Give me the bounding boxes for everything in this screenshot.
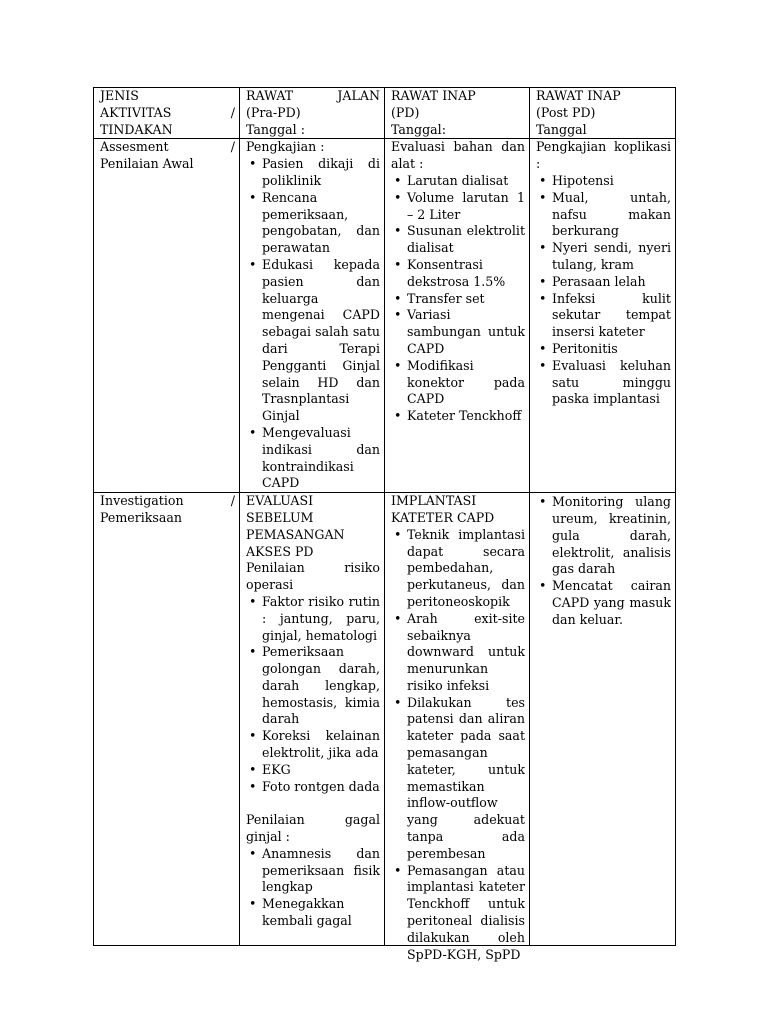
header-inpatient-pd-line1: RAWAT INAP <box>391 88 476 103</box>
header-cell-outpatient <box>240 88 385 139</box>
assessment-label-line2: Penilaian Awal <box>100 156 194 172</box>
header-inpatient-pd-line2: (PD) <box>391 104 420 120</box>
assessment-outpatient-cell <box>240 139 385 493</box>
header-activity-line1: JENIS <box>100 88 139 103</box>
list-item: • Faktor risiko rutin : jantung, paru, ginjal, hematologi <box>262 594 380 644</box>
list-item: • Perasaan lelah <box>552 274 671 291</box>
assessment-label-word: Assesment <box>100 139 169 155</box>
header-activity-word: AKTIVITAS <box>100 104 172 120</box>
investigation-outpatient-content <box>246 493 380 945</box>
header-row <box>94 88 676 139</box>
assessment-post-pd-intro: Pengkajian koplikasi : <box>536 139 671 172</box>
surgical-risk-list <box>246 594 380 796</box>
assessment-label-cell <box>94 139 240 493</box>
list-item: • Evaluasi keluhan satu minggu paska implantasi <box>552 358 671 408</box>
investigation-inpatient-pd-content <box>391 493 525 962</box>
header-activity-line3: TINDAKAN <box>100 121 173 137</box>
header-outpatient-word1: RAWAT <box>246 88 294 103</box>
list-item: • Monitoring ulang ureum, kreatinin, gula darah, elektrolit, analisis gas darah <box>552 494 671 578</box>
list-item: • Teknik implantasi dapat secara pembedahan, perkutaneus, dan peritoneoskopik <box>407 527 525 611</box>
investigation-inpatient-pd-cell <box>385 493 530 962</box>
kidney-failure-list <box>246 846 380 930</box>
header-activity-line2 <box>100 105 235 122</box>
list-item: • Pemasangan atau implantasi kateter Tenckhoff untuk peritoneal dialisis dilakukan oleh SpPD-KGH, SpPD <box>407 863 525 964</box>
list-item: • Susunan elektrolit dialisat <box>407 223 525 257</box>
list-item: • Peritonitis <box>552 341 671 358</box>
list-item: • Konsentrasi dekstrosa 1.5% <box>407 257 525 291</box>
paragraph-gap <box>246 795 380 812</box>
investigation-post-pd-cell <box>530 493 676 946</box>
header-cell-inpatient-post-pd <box>530 88 676 139</box>
assessment-post-pd-list <box>536 173 671 408</box>
investigation-label-word: Investigation <box>100 493 184 509</box>
header-post-pd-date-label: Tanggal <box>536 121 587 137</box>
surgical-risk-subheading: Penilaian risiko operasi <box>246 560 380 593</box>
investigation-label-line1 <box>100 493 235 510</box>
list-item: • Transfer set <box>407 291 525 308</box>
list-item: • Mengevaluasi indikasi dan kontraindikasi CAPD <box>262 425 380 492</box>
list-item: • Variasi sambungan untuk CAPD <box>407 307 525 357</box>
header-outpatient-line2: (Pra-PD) <box>246 104 301 120</box>
header-cell-activity <box>94 88 240 139</box>
list-item: • Arah exit-site sebaiknya downward untuk menurunkan risiko infeksi <box>407 611 525 695</box>
header-outpatient-line1 <box>246 88 380 105</box>
header-cell-inpatient-pd <box>385 88 530 139</box>
header-outpatient-word2: JALAN <box>337 88 380 103</box>
list-item: • Pasien dikaji di poliklinik <box>262 156 380 190</box>
header-post-pd-line2: (Post PD) <box>536 104 596 120</box>
assessment-outpatient-intro: Pengkajian : <box>246 139 325 155</box>
assessment-row <box>94 139 676 493</box>
assessment-inpatient-pd-list <box>391 173 525 425</box>
assessment-inpatient-pd-cell <box>385 139 530 493</box>
list-item: • Rencana pemeriksaan, pengobatan, dan perawatan <box>262 190 380 257</box>
list-item: • Anamnesis dan pemeriksaan fisik lengkap <box>262 846 380 896</box>
assessment-label-slash: / <box>230 139 235 155</box>
list-item: • Koreksi kelainan elektrolit, jika ada <box>262 728 380 762</box>
list-item: • Volume larutan 1 – 2 Liter <box>407 190 525 224</box>
list-item: • Dilakukan tes patensi dan aliran kateter pada saat pemasangan kateter, untuk memastikan inflow-outflow yang adekuat tanpa ada perembesan <box>407 695 525 863</box>
pre-access-evaluation-heading: EVALUASI SEBELUM PEMASANGAN AKSES PD <box>246 493 345 559</box>
list-item: • Larutan dialisat <box>407 173 525 190</box>
header-post-pd-line1: RAWAT INAP <box>536 88 621 103</box>
catheter-implantation-heading: IMPLANTASI KATETER CAPD <box>391 493 495 525</box>
capd-clinical-pathway-table <box>93 87 676 962</box>
kidney-failure-subheading: Penilaian gagal ginjal : <box>246 812 380 845</box>
investigation-row <box>94 493 676 946</box>
list-item: • Hipotensi <box>552 173 671 190</box>
assessment-outpatient-list <box>246 156 380 492</box>
catheter-implantation-list <box>391 527 525 964</box>
header-activity-slash: / <box>230 104 235 120</box>
header-outpatient-date-label: Tanggal : <box>246 121 305 137</box>
list-item: • Infeksi kulit sekutar tempat insersi kateter <box>552 291 671 341</box>
investigation-outpatient-cell <box>240 493 385 946</box>
investigation-post-pd-list <box>536 494 671 628</box>
header-inpatient-pd-date-label: Tanggal: <box>391 121 446 137</box>
investigation-label-line2: Pemeriksaan <box>100 509 183 525</box>
investigation-label-cell <box>94 493 240 946</box>
list-item: • EKG <box>262 762 380 779</box>
list-item: • Menegakkan kembali gagal <box>262 896 380 930</box>
list-item: • Modifikasi konektor pada CAPD <box>407 358 525 408</box>
assessment-label-line1 <box>100 139 235 156</box>
investigation-label-slash: / <box>230 493 235 509</box>
assessment-post-pd-cell <box>530 139 676 493</box>
assessment-inpatient-pd-intro: Evaluasi bahan dan alat : <box>391 139 525 172</box>
list-item: • Mual, untah, nafsu makan berkurang <box>552 190 671 240</box>
list-item: • Edukasi kepada pasien dan keluarga mengenai CAPD sebagai salah satu dari Terapi Pengganti Ginjal selain HD dan Trasnplantasi Ginjal <box>262 257 380 425</box>
list-item: • Kateter Tenckhoff <box>407 408 525 425</box>
list-item: • Foto rontgen dada <box>262 779 380 796</box>
list-item: • Nyeri sendi, nyeri tulang, kram <box>552 240 671 274</box>
list-item: • Mencatat cairan CAPD yang masuk dan keluar. <box>552 578 671 628</box>
list-item: • Pemeriksaan golongan darah, darah lengkap, hemostasis, kimia darah <box>262 644 380 728</box>
